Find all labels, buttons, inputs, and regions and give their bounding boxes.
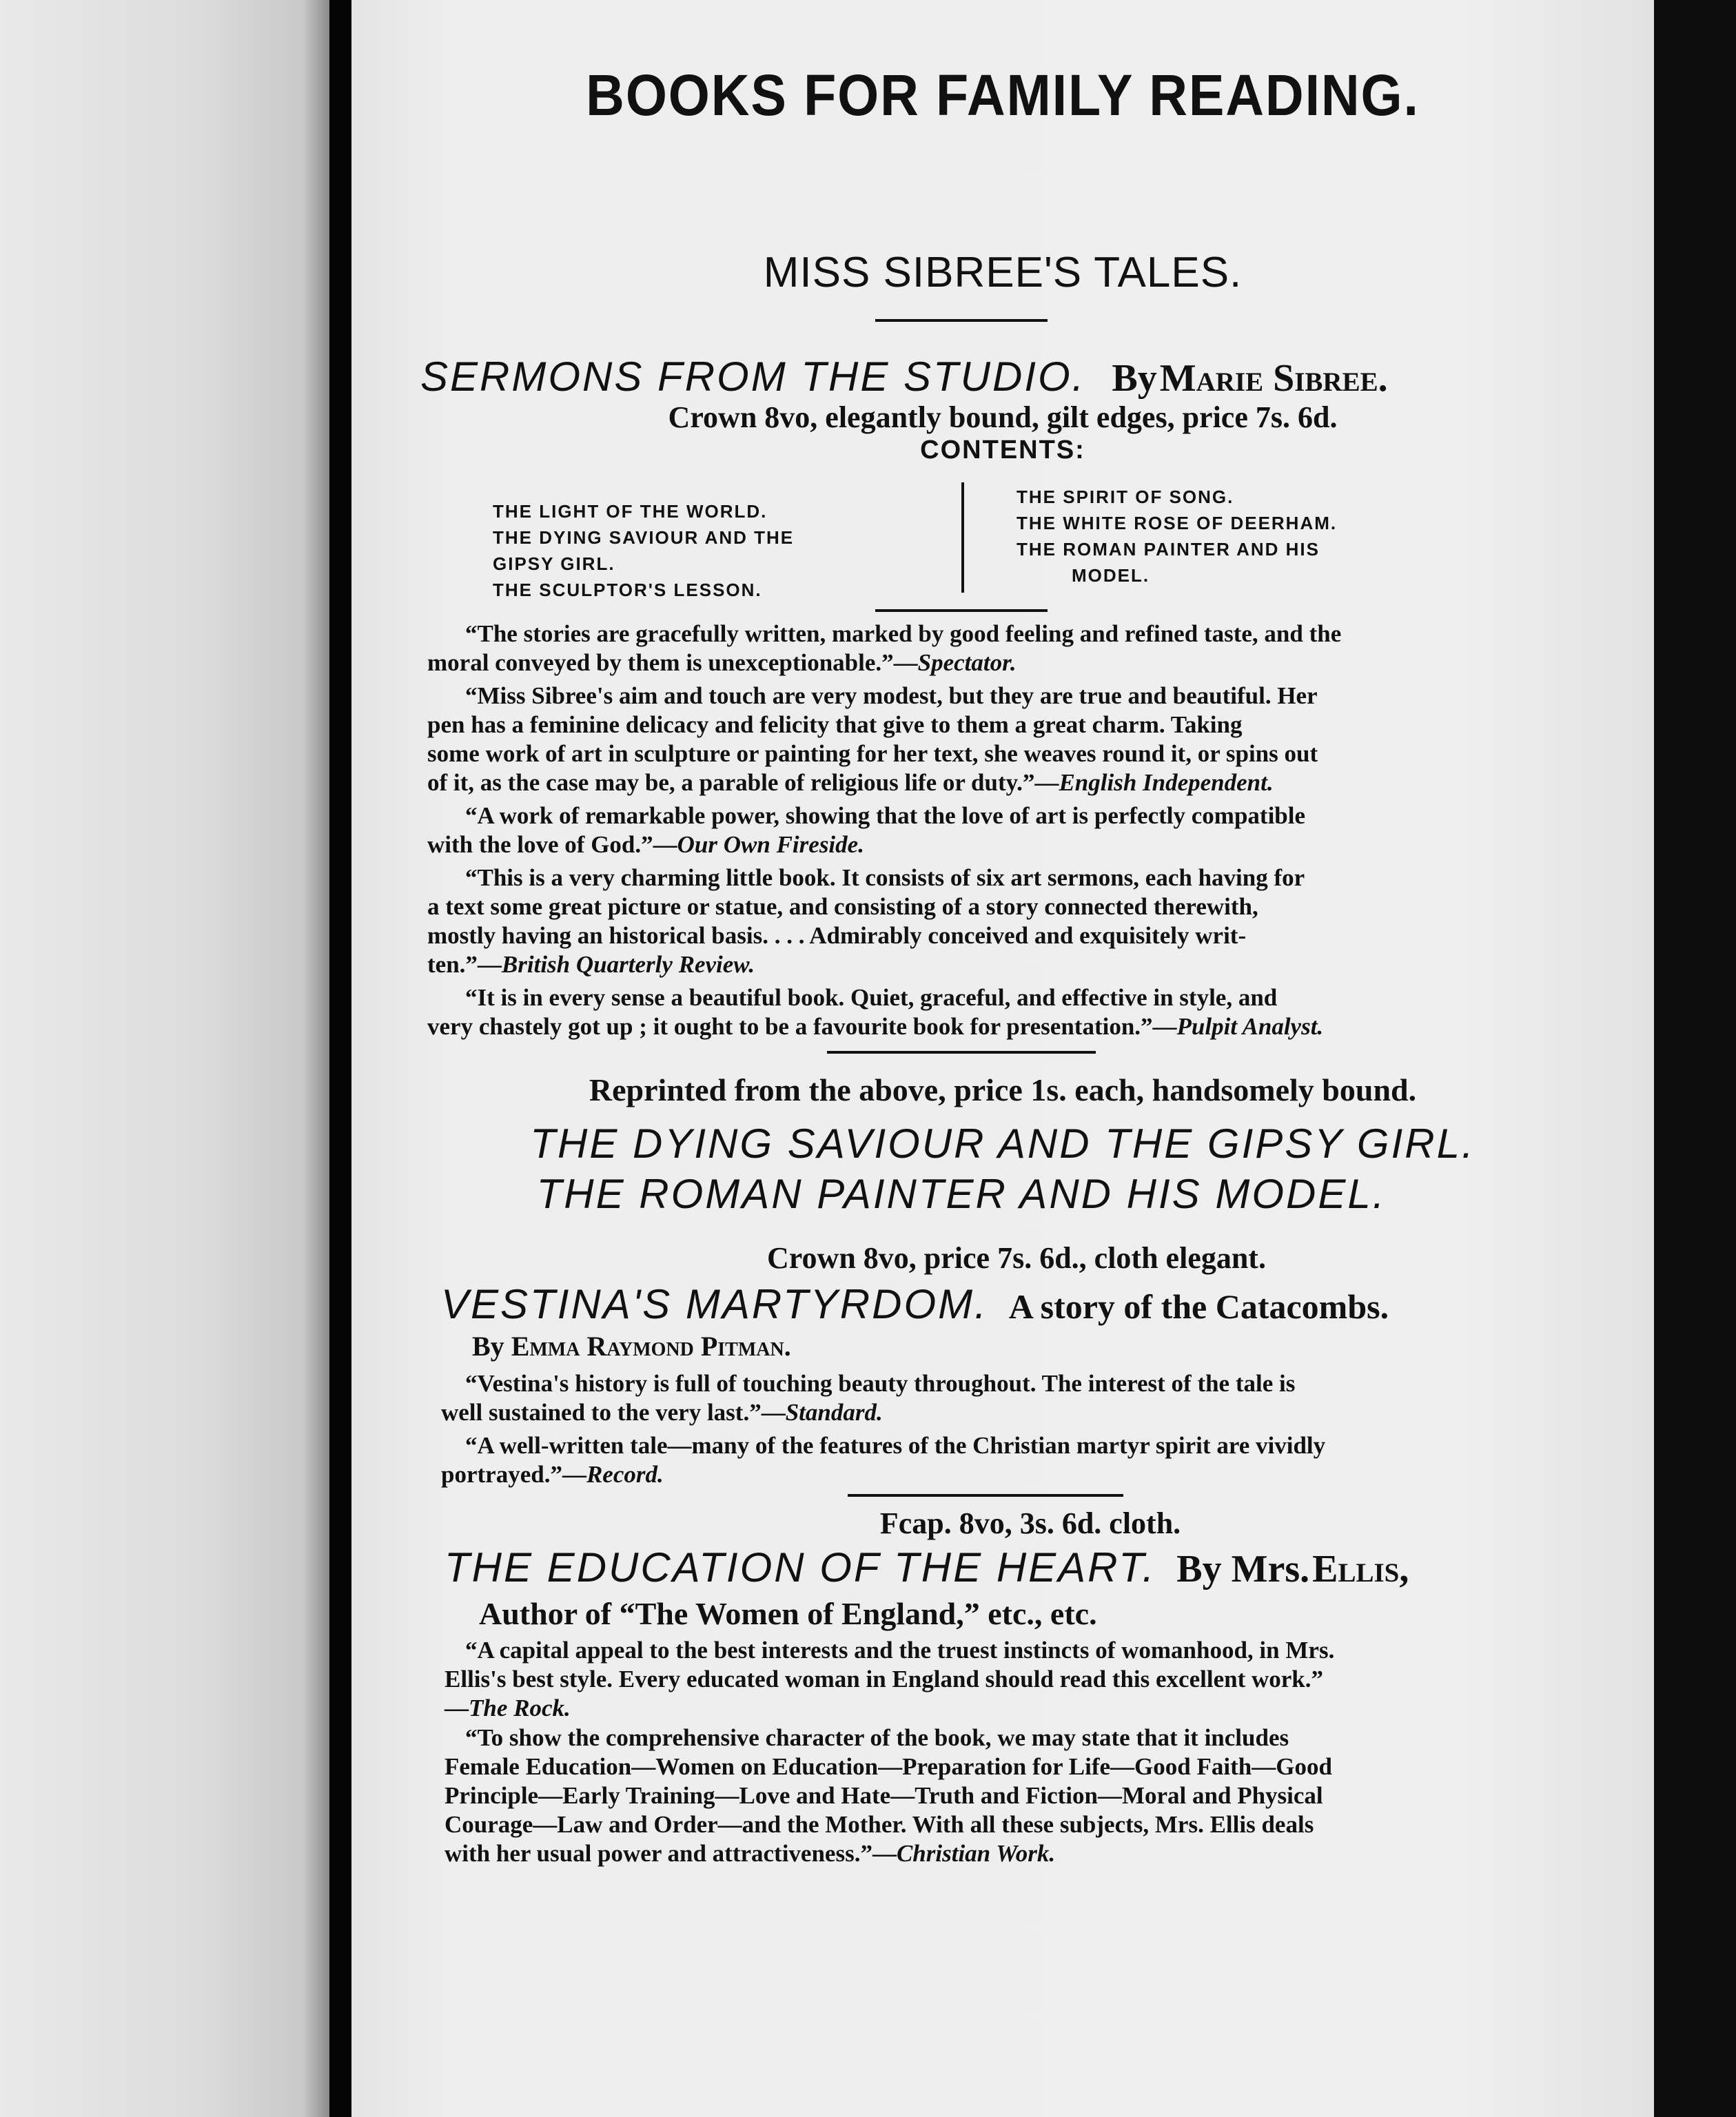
review-line: “It is in every sense a beautiful book. Quiet, graceful, and effective in style, and: [465, 984, 1278, 1011]
review-source: Record.: [586, 1461, 664, 1488]
review-source: Christian Work.: [896, 1840, 1056, 1867]
review-line: ten.”—British Quarterly Review.: [427, 951, 755, 978]
contents-item: THE WHITE ROSE OF DEERHAM.: [1017, 513, 1338, 533]
book-heading-vestina: [441, 1280, 1389, 1328]
review-line: some work of art in sculpture or painting for her text, she weaves round it, or spins out: [427, 740, 1318, 767]
author-prefix: By: [472, 1331, 504, 1362]
contents-item: MODEL.: [1072, 565, 1150, 586]
review-line: of it, as the case may be, a parable of religious life or duty.”—English Independent.: [427, 769, 1274, 796]
advertisement-page: [351, 0, 1654, 2117]
review-line: Ellis's best style. Every educated woman in England should read this excellent work.”: [445, 1666, 1324, 1692]
review-line: pen has a feminine delicacy and felicity that give to them a great charm. Taking: [427, 711, 1243, 738]
contents-item: GIPSY GIRL.: [493, 553, 615, 574]
book-title: SERMONS FROM THE STUDIO.: [420, 354, 1086, 400]
contents-item: THE SCULPTOR'S LESSON.: [493, 580, 762, 600]
review-line: Principle—Early Training—Love and Hate—Truth and Fiction—Moral and Physical: [445, 1782, 1323, 1809]
facing-page: [0, 0, 329, 2117]
book-subtitle: A story of the Catacombs.: [1008, 1287, 1389, 1326]
book-spec: Fcap. 8vo, 3s. 6d. cloth.: [879, 1506, 1181, 1540]
divider: [875, 319, 1048, 322]
review-source: Spectator.: [917, 649, 1017, 676]
contents-item: THE DYING SAVIOUR AND THE: [493, 527, 795, 548]
reprint-note: Reprinted from the above, price 1s. each, handsomely bound.: [589, 1072, 1417, 1107]
divider: [848, 1494, 1123, 1497]
author-note: Author of “The Women of England,” etc., etc.: [479, 1596, 1097, 1631]
book-gutter: [329, 0, 351, 2117]
review-line: “The stories are gracefully written, marked by good feeling and refined taste, and the: [465, 620, 1342, 647]
reprint-title: THE ROMAN PAINTER AND HIS MODEL.: [536, 1171, 1387, 1217]
review-line: well sustained to the very last.”—Standard.: [441, 1399, 883, 1426]
review-source: Our Own Fireside.: [677, 831, 864, 858]
contents-label: CONTENTS:: [920, 436, 1085, 464]
book-author-line: [472, 1330, 791, 1362]
review-line: —The Rock.: [445, 1695, 571, 1721]
author-name: Emma Raymond Pitman.: [511, 1331, 791, 1362]
review-line: “Miss Sibree's aim and touch are very modest, but they are true and beautiful. Her: [465, 682, 1318, 709]
book-title: THE EDUCATION OF THE HEART.: [445, 1544, 1156, 1591]
review-source: The Rock.: [469, 1695, 571, 1721]
review-line: “A capital appeal to the best interests and the truest instincts of womanhood, in Mrs.: [465, 1637, 1335, 1664]
review-line: mostly having an historical basis. . . . Admirably conceived and exquisitely writ-: [427, 922, 1247, 949]
author-prefix: By: [1112, 357, 1157, 400]
review-source: English Independent.: [1059, 769, 1274, 796]
review-line: “Vestina's history is full of touching beauty throughout. The interest of the tale is: [465, 1370, 1296, 1397]
review-line: “A well-written tale—many of the features of the Christian martyr spirit are vividly: [465, 1432, 1326, 1459]
review-line: a text some great picture or statue, and consisting of a story connected therewith,: [427, 893, 1258, 920]
review-line: with her usual power and attractiveness.”—Christian Work.: [445, 1840, 1056, 1867]
reprint-title: THE DYING SAVIOUR AND THE GIPSY GIRL.: [530, 1121, 1475, 1167]
author-prefix: By Mrs.: [1176, 1548, 1310, 1591]
review-line: “To show the comprehensive character of the book, we may state that it includes: [465, 1724, 1289, 1751]
divider: [827, 1051, 1096, 1054]
review-source: Pulpit Analyst.: [1176, 1013, 1324, 1040]
review-source: British Quarterly Review.: [501, 951, 755, 978]
contents-item: THE ROMAN PAINTER AND HIS: [1017, 539, 1320, 560]
review-line: moral conveyed by them is unexceptionable.”—Spectator.: [427, 649, 1017, 676]
divider: [875, 609, 1048, 612]
contents-item: THE SPIRIT OF SONG.: [1017, 487, 1234, 507]
contents-divider: [961, 482, 964, 593]
review-source: Standard.: [785, 1399, 883, 1426]
review-line: Courage—Law and Order—and the Mother. With all these subjects, Mrs. Ellis deals: [445, 1811, 1314, 1838]
scan-border: [1654, 0, 1736, 2117]
author-name: Ellis,: [1312, 1548, 1409, 1591]
book-title: VESTINA'S MARTYRDOM.: [441, 1281, 988, 1327]
book-spec: Crown 8vo, price 7s. 6d., cloth elegant.: [767, 1241, 1266, 1275]
author-name: Marie Sibree.: [1159, 357, 1388, 400]
page-title: BOOKS FOR FAMILY READING.: [586, 63, 1420, 127]
review-line: “A work of remarkable power, showing that the love of art is perfectly compatible: [465, 802, 1306, 829]
series-title: MISS SIBREE'S TALES.: [763, 249, 1243, 296]
review-line: very chastely got up ; it ought to be a favourite book for presentation.”—Pulpit Analyst.: [427, 1013, 1324, 1040]
review-line: “This is a very charming little book. It consists of six art sermons, each having for: [465, 864, 1305, 891]
review-line: Female Education—Women on Education—Preparation for Life—Good Faith—Good: [445, 1753, 1332, 1780]
contents-item: THE LIGHT OF THE WORLD.: [493, 501, 768, 522]
book-heading-sermons: [420, 353, 1388, 400]
review-line: portrayed.”—Record.: [441, 1461, 664, 1488]
book-spec: Crown 8vo, elegantly bound, gilt edges, price 7s. 6d.: [668, 400, 1338, 434]
book-heading-education: [445, 1544, 1409, 1591]
review-line: with the love of God.”—Our Own Fireside.: [427, 831, 864, 858]
